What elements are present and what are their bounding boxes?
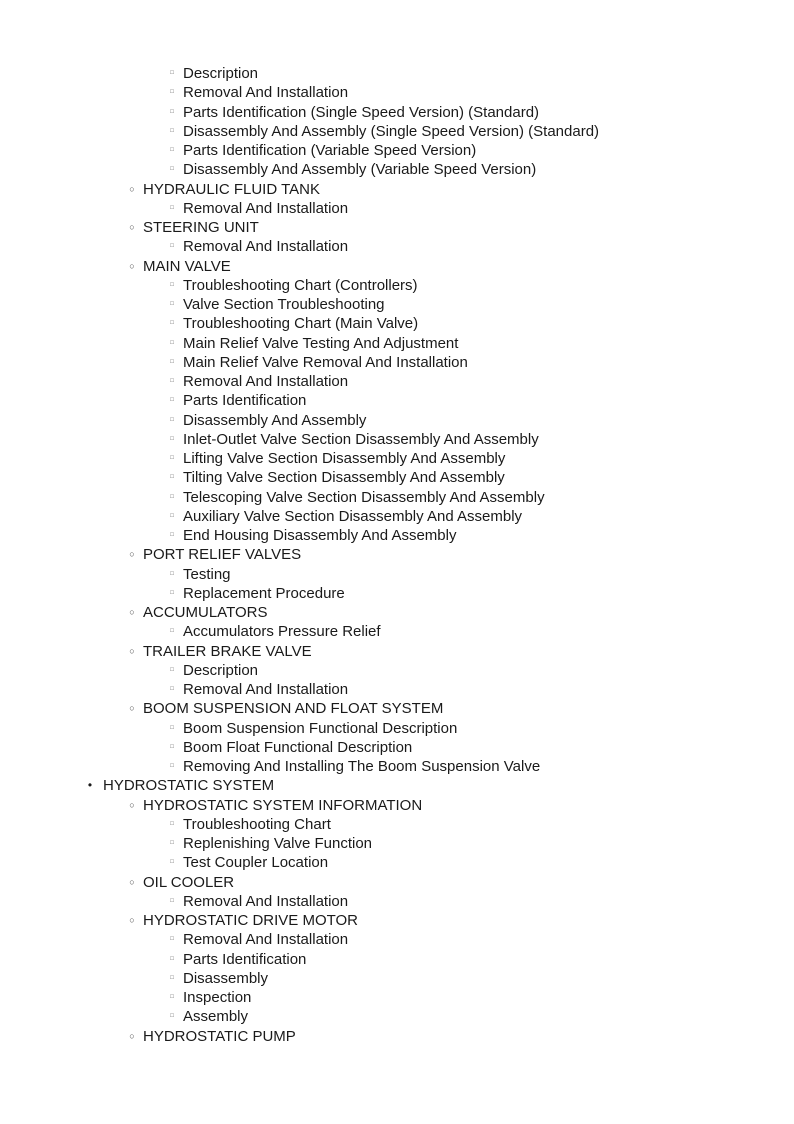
- square-bullet-icon: □: [170, 301, 174, 307]
- toc-entry-label: Disassembly And Assembly (Single Speed Version) (Standard): [183, 122, 600, 140]
- toc-entry[interactable]: [0, 295, 794, 314]
- toc-entry[interactable]: [0, 160, 794, 179]
- toc-subsection[interactable]: [0, 796, 794, 815]
- toc-subsection-label: STEERING UNIT: [143, 219, 259, 236]
- circle-bullet-icon: ○: [129, 876, 135, 887]
- toc-entry-label: Removal And Installation: [183, 238, 349, 256]
- toc-entry[interactable]: [0, 719, 794, 738]
- toc-entry-label: Disassembly And Assembly: [183, 411, 367, 429]
- toc-entry[interactable]: [0, 853, 794, 872]
- toc-section-label: HYDROSTATIC SYSTEM: [103, 777, 275, 795]
- square-bullet-icon: □: [170, 166, 174, 173]
- toc-entry-label: Removal And Installation: [183, 84, 349, 102]
- toc-subsection-label: TRAILER BRAKE VALVE: [143, 642, 312, 660]
- toc-subsection-label: OIL COOLER: [143, 873, 235, 891]
- circle-bullet-icon: ○: [129, 703, 135, 714]
- toc-entry[interactable]: [0, 988, 794, 1007]
- toc-entry-label: Removal And Installation: [183, 373, 349, 390]
- square-bullet-icon: □: [170, 859, 174, 866]
- toc-entry-label: Boom Suspension Functional Description: [183, 719, 458, 737]
- toc-subsection-label: HYDROSTATIC SYSTEM INFORMATION: [143, 796, 423, 814]
- disc-bullet-icon: •: [87, 778, 93, 793]
- toc-entry[interactable]: [0, 314, 794, 333]
- circle-bullet-icon: ○: [129, 549, 135, 560]
- square-bullet-icon: □: [170, 512, 174, 519]
- square-bullet-icon: □: [170, 840, 174, 846]
- toc-entry-label: Removal And Installation: [183, 199, 349, 217]
- toc-entry-label: Boom Float Functional Description: [183, 738, 413, 756]
- toc-entry-label: Troubleshooting Chart (Controllers): [183, 276, 418, 294]
- toc-entry-label: Inlet-Outlet Valve Section Disassembly And Assembly: [183, 430, 539, 448]
- circle-bullet-icon: ○: [129, 1030, 135, 1041]
- toc-entry-label: Parts Identification (Variable Speed Version): [183, 142, 477, 159]
- square-bullet-icon: □: [170, 763, 174, 769]
- toc-entry[interactable]: [0, 411, 794, 430]
- circle-bullet-icon: ○: [129, 260, 135, 271]
- toc-entry[interactable]: [0, 103, 794, 122]
- toc-entry-label: Removing And Installing The Boom Suspension Valve: [183, 758, 541, 775]
- toc-subsection[interactable]: [0, 180, 794, 199]
- toc-entry-label: Removal And Installation: [183, 681, 349, 698]
- toc-entry-label: Assembly: [183, 1008, 249, 1026]
- toc-entry-label: Description: [183, 65, 259, 82]
- toc-entry[interactable]: [0, 757, 794, 776]
- toc-entry[interactable]: [0, 430, 794, 449]
- toc-entry[interactable]: [0, 372, 794, 391]
- toc-entry-label: Troubleshooting Chart: [183, 815, 331, 833]
- toc-entry[interactable]: [0, 892, 794, 911]
- toc-subsection-label: BOOM SUSPENSION AND FLOAT SYSTEM: [143, 700, 444, 718]
- toc-entry[interactable]: [0, 661, 794, 680]
- toc-entry[interactable]: [0, 565, 794, 584]
- square-bullet-icon: □: [170, 339, 174, 346]
- toc-entry-label: Inspection: [183, 989, 252, 1006]
- toc-entry[interactable]: [0, 199, 794, 218]
- toc-entry-label: Valve Section Troubleshooting: [183, 296, 385, 313]
- toc-entry[interactable]: [0, 64, 794, 83]
- square-bullet-icon: □: [170, 204, 174, 211]
- toc-entry[interactable]: [0, 738, 794, 757]
- toc-subsection-label: HYDRAULIC FLUID TANK: [143, 180, 320, 198]
- toc-subsection[interactable]: [0, 257, 794, 276]
- toc-entry[interactable]: [0, 680, 794, 699]
- toc-entry-label: Description: [183, 661, 259, 679]
- toc-entry-label: Disassembly And Assembly (Variable Speed Version): [183, 161, 537, 179]
- toc-entry[interactable]: [0, 353, 794, 372]
- toc-subsection[interactable]: [0, 545, 794, 564]
- square-bullet-icon: □: [170, 397, 174, 404]
- toc-entry[interactable]: [0, 622, 794, 641]
- toc-entry[interactable]: [0, 468, 794, 487]
- square-bullet-icon: □: [170, 994, 174, 1000]
- toc-subsection[interactable]: [0, 699, 794, 718]
- toc-entry-label: Parts Identification (Single Speed Version) (Standard): [183, 103, 540, 121]
- circle-bullet-icon: ○: [129, 645, 135, 656]
- square-bullet-icon: □: [170, 666, 174, 673]
- toc-subsection-label: ACCUMULATORS: [143, 604, 268, 621]
- toc-entry-label: Main Relief Valve Removal And Installation: [183, 353, 468, 371]
- toc-entry[interactable]: [0, 276, 794, 295]
- square-bullet-icon: □: [170, 628, 174, 635]
- toc-subsection[interactable]: [0, 911, 794, 930]
- toc-entry-label: Replacement Procedure: [183, 584, 345, 602]
- square-bullet-icon: □: [170, 936, 174, 943]
- square-bullet-icon: □: [170, 820, 174, 827]
- square-bullet-icon: □: [170, 724, 174, 731]
- square-bullet-icon: □: [170, 686, 174, 692]
- circle-bullet-icon: ○: [129, 183, 135, 194]
- square-bullet-icon: □: [170, 955, 174, 962]
- square-bullet-icon: □: [170, 974, 174, 981]
- toc-entry-label: Parts Identification: [183, 392, 307, 410]
- square-bullet-icon: □: [170, 70, 174, 76]
- toc-entry[interactable]: [0, 334, 794, 353]
- toc-entry[interactable]: [0, 449, 794, 468]
- square-bullet-icon: □: [170, 281, 174, 288]
- toc-entry-label: Telescoping Valve Section Disassembly And Assembly: [183, 488, 545, 506]
- toc-subsection[interactable]: [0, 642, 794, 661]
- toc-entry-label: Removal And Installation: [183, 931, 349, 949]
- toc-entry-label: Replenishing Valve Function: [183, 835, 373, 852]
- toc-subsection[interactable]: [0, 218, 794, 237]
- square-bullet-icon: □: [170, 358, 174, 365]
- toc-entry[interactable]: [0, 950, 794, 969]
- toc-entry[interactable]: [0, 1007, 794, 1026]
- toc-entry[interactable]: [0, 507, 794, 526]
- toc-entry-label: Accumulators Pressure Relief: [183, 623, 381, 641]
- toc-subsection[interactable]: [0, 873, 794, 892]
- toc-entry-label: End Housing Disassembly And Assembly: [183, 527, 457, 544]
- toc-entry[interactable]: [0, 141, 794, 160]
- toc-subsection-label: MAIN VALVE: [143, 257, 231, 275]
- toc-entry[interactable]: [0, 815, 794, 834]
- toc-entry[interactable]: [0, 526, 794, 545]
- square-bullet-icon: □: [170, 435, 174, 442]
- square-bullet-icon: □: [170, 532, 174, 538]
- circle-bullet-icon: ○: [129, 222, 135, 232]
- toc-entry[interactable]: [0, 391, 794, 410]
- toc-section[interactable]: [0, 776, 794, 795]
- toc-subsection-label: HYDROSTATIC PUMP: [143, 1027, 296, 1045]
- toc-entry-label: Auxiliary Valve Section Disassembly And Assembly: [183, 507, 523, 525]
- toc-entry[interactable]: [0, 237, 794, 256]
- toc-entry[interactable]: [0, 930, 794, 949]
- square-bullet-icon: □: [170, 493, 174, 500]
- toc-entry-label: Troubleshooting Chart (Main Valve): [183, 315, 419, 333]
- toc-entry-label: Disassembly: [183, 969, 269, 987]
- square-bullet-icon: □: [170, 416, 174, 423]
- toc-entry[interactable]: [0, 584, 794, 603]
- square-bullet-icon: □: [170, 897, 174, 904]
- circle-bullet-icon: ○: [129, 915, 135, 925]
- square-bullet-icon: □: [170, 1013, 174, 1020]
- toc-entry-label: Removal And Installation: [183, 892, 349, 910]
- toc-subsection[interactable]: [0, 1027, 794, 1046]
- toc-entry[interactable]: [0, 488, 794, 507]
- toc-subsection-label: PORT RELIEF VALVES: [143, 546, 302, 564]
- square-bullet-icon: □: [170, 127, 174, 134]
- circle-bullet-icon: ○: [129, 607, 135, 617]
- toc-subsection[interactable]: [0, 603, 794, 622]
- toc-entry[interactable]: [0, 969, 794, 988]
- square-bullet-icon: □: [170, 89, 174, 96]
- square-bullet-icon: □: [170, 320, 174, 327]
- square-bullet-icon: □: [170, 455, 174, 461]
- toc-entry[interactable]: [0, 122, 794, 141]
- square-bullet-icon: □: [170, 243, 174, 250]
- toc-entry[interactable]: [0, 83, 794, 102]
- toc-entry-label: Main Relief Valve Testing And Adjustment: [183, 334, 459, 352]
- square-bullet-icon: □: [170, 743, 174, 750]
- square-bullet-icon: □: [170, 589, 174, 596]
- square-bullet-icon: □: [170, 108, 174, 115]
- square-bullet-icon: □: [170, 570, 174, 577]
- toc-entry-label: Test Coupler Location: [183, 854, 329, 872]
- toc-entry-label: Tilting Valve Section Disassembly And Assembly: [183, 469, 505, 487]
- toc-entry-label: Parts Identification: [183, 950, 307, 968]
- square-bullet-icon: □: [170, 378, 174, 384]
- toc-entry-label: Testing: [183, 565, 231, 583]
- toc-subsection-label: HYDROSTATIC DRIVE MOTOR: [143, 912, 359, 929]
- table-of-contents: [0, 64, 794, 1046]
- square-bullet-icon: □: [170, 474, 174, 481]
- square-bullet-icon: □: [170, 147, 174, 153]
- toc-entry-label: Lifting Valve Section Disassembly And Assembly: [183, 450, 506, 467]
- toc-entry[interactable]: [0, 834, 794, 853]
- circle-bullet-icon: ○: [129, 799, 135, 810]
